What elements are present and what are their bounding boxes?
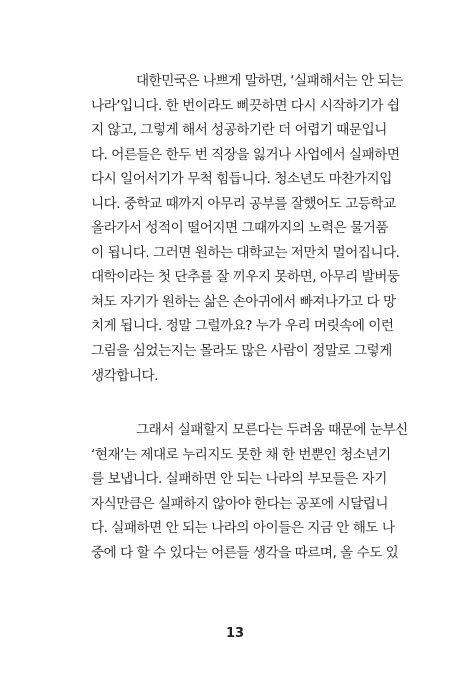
paragraph-2 [91, 418, 408, 565]
paragraph-line: 지 않고, 그렇게 해서 성공하기란 더 어렵기 때문입니 [91, 122, 387, 139]
paragraph-line: 중에 다 할 수 있다는 어른들 생각을 따르며, 올 수도 있 [91, 544, 399, 561]
paragraph-line: 그래서 실패할지 모른다는 두려움 때문에 눈부신 [136, 422, 408, 438]
paragraph-line: 이 됩니다. 그러면 원하는 대학교는 저만치 멀어집니다. [91, 244, 400, 261]
paragraph-line: 다. 실패하면 안 되는 나라의 아이들은 지금 안 해도 나 [91, 520, 395, 537]
page-number: 13 [225, 626, 245, 641]
paragraph-line: 치게 됩니다. 정말 그럴까요? 누가 우리 머릿속에 이런 [91, 318, 394, 335]
paragraph-line: ‘현재’는 제대로 누리지도 못한 채 한 번뿐인 청소년기 [91, 446, 391, 463]
paragraph-line: 대한민국은 나쁘게 말하면, ‘실패해서는 안 되는 [136, 73, 403, 89]
paragraph-line: 다. 어른들은 한두 번 직장을 잃거나 사업에서 실패하면 [91, 146, 400, 163]
paragraph-line: 대학이라는 첫 단추를 잘 끼우지 못하면, 아무리 발버둥 [91, 269, 400, 286]
paragraph-line: 쳐도 자기가 원하는 삶은 손아귀에서 빠져나가고 다 망 [91, 293, 396, 310]
paragraph-line: 그림을 심었는지는 몰라도 많은 사람이 정말로 그렇게 [91, 343, 392, 360]
paragraph-line: 올라가서 성적이 떨어지면 그때까지의 노력은 물거품 [91, 220, 388, 237]
paragraph-line: 자식만큼은 실패하지 않아야 한다는 공포에 시달립니 [91, 495, 388, 512]
paragraph-line: 니다. 중학교 때까지 아무리 공부를 잘했어도 고등학교 [91, 195, 396, 212]
paragraph-line: 나라’입니다. 한 번이라도 삐끗하면 다시 시작하기가 쉽 [91, 97, 400, 114]
paragraph-line: 를 보냅니다. 실패하면 안 되는 나라의 부모들은 자기 [91, 471, 387, 488]
paragraph-1 [91, 69, 403, 388]
paragraph-line: 생각합니다. [91, 367, 158, 384]
paragraph-line: 다시 일어서기가 무척 힘듭니다. 청소년도 마찬가지입 [91, 171, 392, 188]
